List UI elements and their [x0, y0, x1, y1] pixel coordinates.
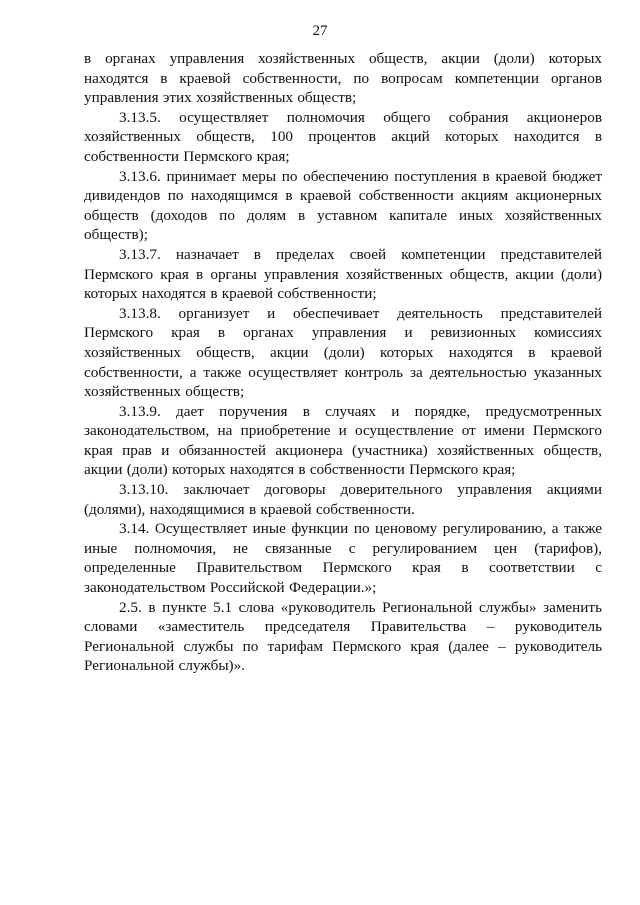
paragraph: 3.13.10. заключает договоры доверительного управления акциями (долями), находящимися в краевой собственности. — [84, 481, 602, 518]
paragraph: 3.13.7. назначает в пределах своей компетенции представителей Пермского края в органы управления хозяйственных обществ, акции (доли) которых находятся в краевой собственности; — [84, 245, 602, 303]
paragraph: 2.5. в пункте 5.1 слова «руководитель Региональной службы» заменить словами «заместитель председателя Правительства – руководитель Региональной службы по тарифам Пермского края (далее – руководитель Региональной службы)». — [84, 598, 602, 675]
paragraph: 3.14. Осуществляет иные функции по ценовому регулированию, а также иные полномочия, не связанные с регулированием цен (тарифов), определенные Правительством Пермского края в соответствии с законодательством Российской Федерации.»; — [84, 520, 602, 597]
document-body — [84, 49, 602, 676]
page-number: 27 — [312, 23, 328, 39]
paragraph: 3.13.8. организует и обеспечивает деятельность представителей Пермского края в органах управления и ревизионных комиссиях хозяйственных обществ, акции (доли) которых находятся в краевой собственности, а также осуществляет контроль за деятельностью указанных хозяйственных обществ; — [84, 304, 602, 401]
paragraph: 3.13.6. принимает меры по обеспечению поступления в краевой бюджет дивидендов по находящимся в краевой собственности акциям акционерных обществ (доходов по долям в уставном капитале иных хозяйственных обществ); — [84, 167, 602, 244]
paragraph: 3.13.5. осуществляет полномочия общего собрания акционеров хозяйственных обществ, 100 процентов акций которых находится в собственности Пермского края; — [84, 108, 602, 165]
paragraph: в органах управления хозяйственных обществ, акции (доли) которых находятся в краевой собственности, по вопросам компетенции органов управления этих хозяйственных обществ; — [84, 50, 602, 107]
paragraph: 3.13.9. дает поручения в случаях и порядке, предусмотренных законодательством, на приобретение и осуществление от имени Пермского края прав и обязанностей акционера (участника) хозяйственных обществ, акции (доли) которых находятся в собственности Пермского края; — [84, 402, 602, 479]
